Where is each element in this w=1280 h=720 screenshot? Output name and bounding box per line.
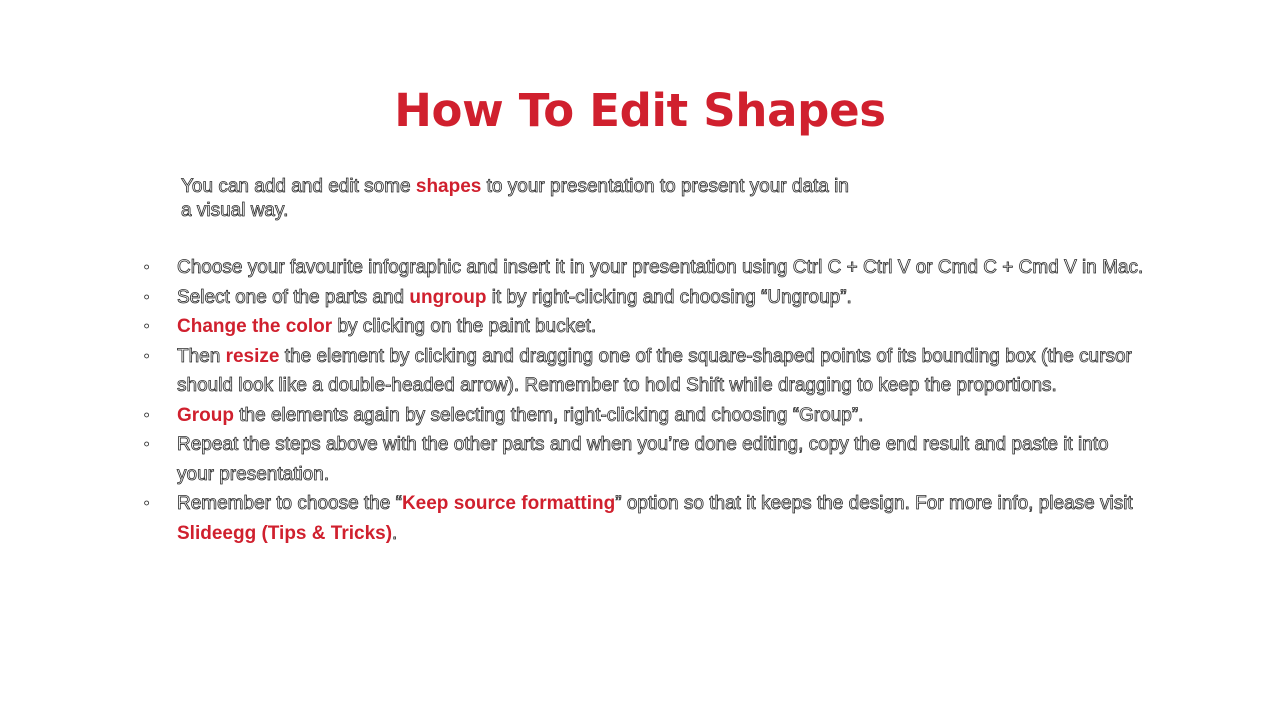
list-item [144, 253, 1144, 283]
list-item-text-after: ” option so that it keeps the design. For more info, please visit [615, 493, 1133, 514]
list-item-text: Repeat the steps above with the other parts and when you’re done editing, copy the end result and paste it into your presentation. [177, 434, 1109, 485]
list-item-highlight: Change the color [177, 316, 333, 337]
list-item [144, 312, 1144, 342]
bullet-icon: • [144, 259, 150, 276]
intro-highlight: shapes [415, 176, 482, 197]
list-item-text-before: Then [177, 345, 226, 367]
list-item-highlight: resize [225, 345, 280, 367]
bullet-icon: • [144, 318, 150, 335]
list-item-text-before: Remember to choose the “ [177, 493, 402, 514]
list-item-text-after: the elements again by selecting them, right-clicking and choosing “Group”. [234, 404, 864, 426]
instruction-list [144, 253, 1144, 548]
list-item-highlight: Group [177, 404, 234, 426]
list-item-text-after: it by right-clicking and choosing “Ungroup”. [486, 286, 852, 308]
list-item [144, 430, 1144, 489]
list-item-highlight: ungroup [409, 286, 487, 308]
list-item-text-after: by clicking on the paint bucket. [332, 316, 597, 337]
intro-text-after: to your presentation to present your data in a visual way. [181, 176, 849, 221]
list-item-text: Choose your favourite infographic and insert it in your presentation using Ctrl C + Ctrl V or Cmd C + Cmd V in Mac. [177, 257, 1144, 278]
list-item [144, 342, 1144, 401]
bullet-icon: • [144, 436, 150, 453]
page-title: How To Edit Shapes [394, 84, 886, 137]
list-item [144, 283, 1144, 313]
list-item-text-after: the element by clicking and dragging one of the square-shaped points of its bounding box (the cursor should look like a double-headed arrow). Remember to hold Shift while dragging to keep the proportions. [177, 345, 1132, 396]
list-item-text-end: . [392, 522, 398, 544]
intro-text-before: You can add and edit some [181, 176, 416, 197]
list-item [144, 401, 1144, 431]
bullet-icon: • [144, 406, 150, 424]
list-item-text-before: Select one of the parts and [177, 286, 410, 308]
list-item-highlight: Keep source formatting [401, 493, 616, 514]
bullet-icon: • [144, 495, 150, 512]
bullet-icon: • [144, 347, 150, 365]
slideegg-tips-link[interactable]: Slideegg (Tips & Tricks) [177, 522, 393, 544]
intro-paragraph [181, 175, 861, 223]
bullet-icon: • [144, 288, 150, 306]
list-item [144, 489, 1144, 548]
